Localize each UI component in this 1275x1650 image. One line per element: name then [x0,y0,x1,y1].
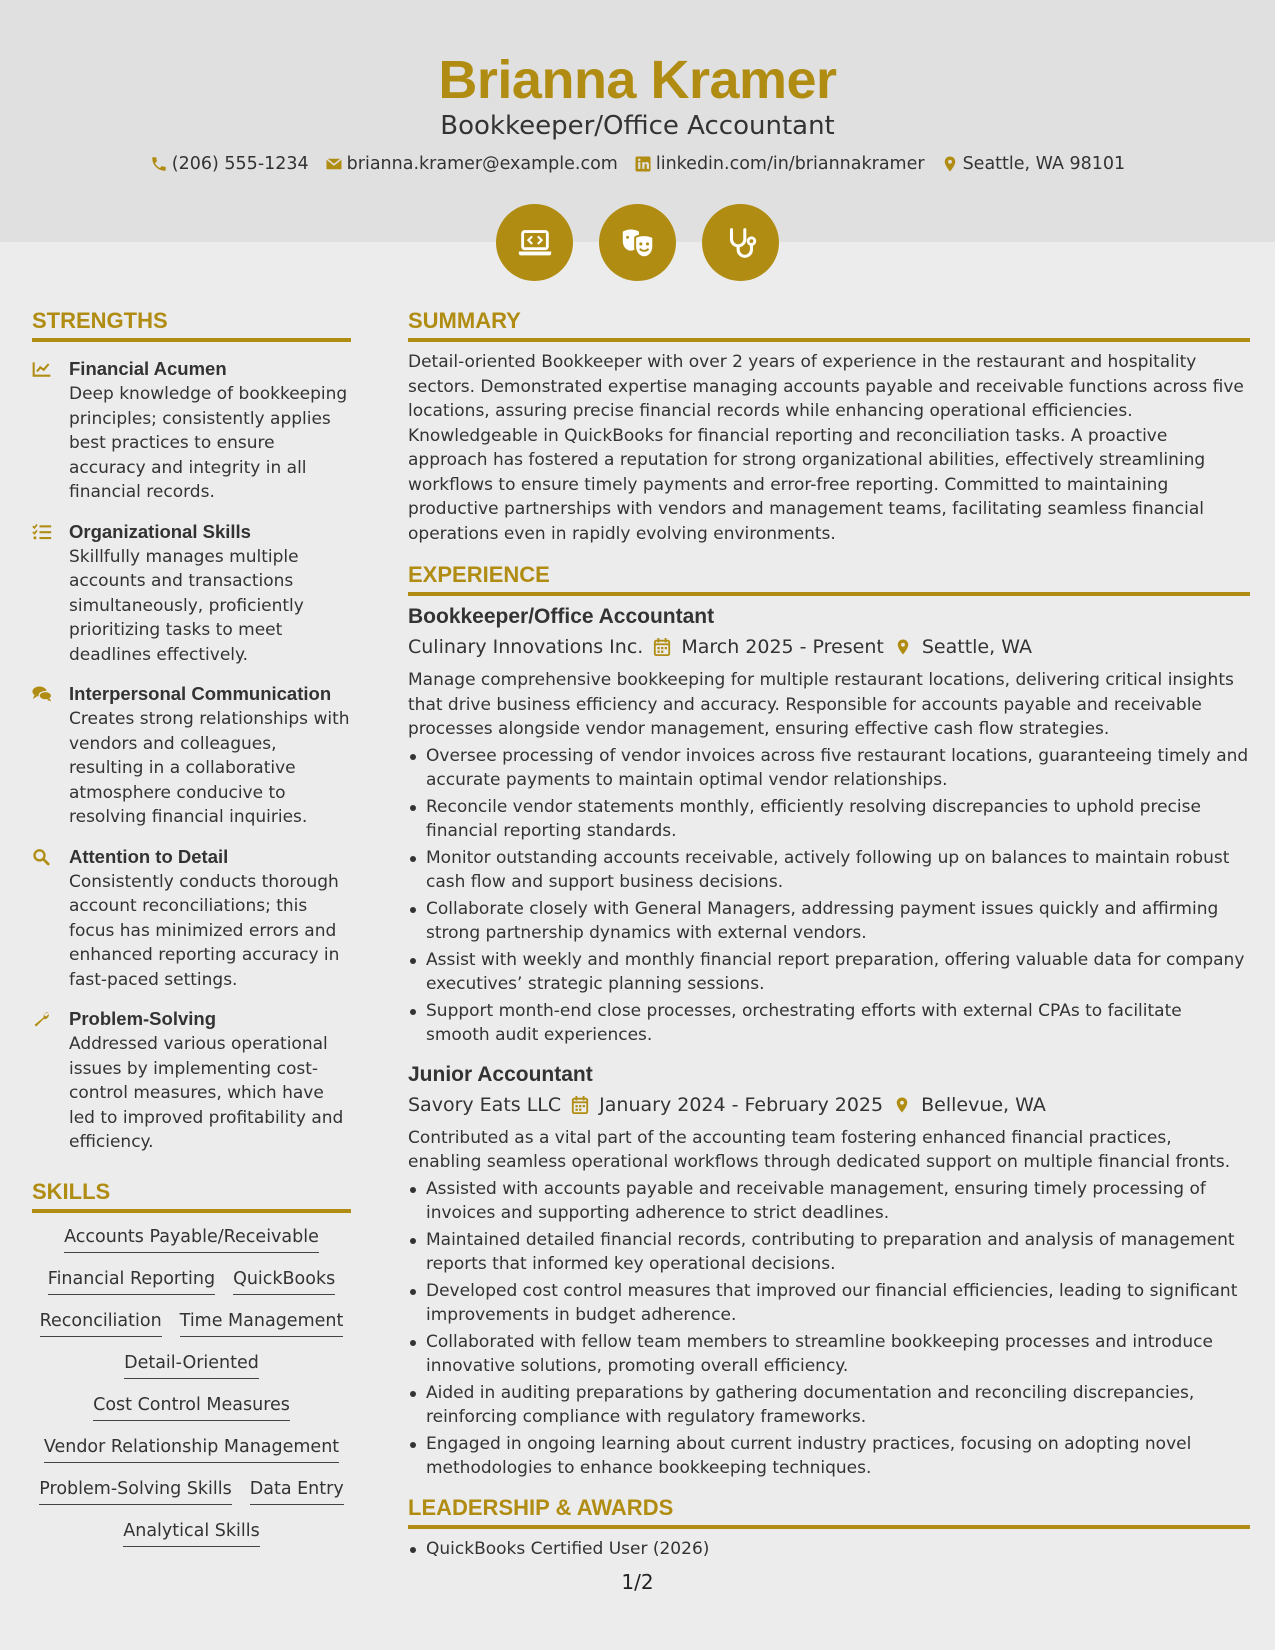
stethoscope-icon [722,224,760,262]
job-bullets [408,1177,1250,1481]
job-company: Savory Eats LLC [408,1093,562,1116]
skills-list [32,1225,351,1547]
skill-tag: Reconciliation [40,1309,162,1337]
skill-tag: Vendor Relationship Management [44,1435,339,1463]
job-dates: January 2024 - February 2025 [599,1093,884,1116]
chart-line-icon [32,360,52,378]
badge-masks [599,204,676,281]
list-item: Oversee processing of vendor invoices across five restaurant locations, guaranteeing timely and accurate payments to maintain optimal vendor relationships. [408,744,1250,793]
strength-desc: Deep knowledge of bookkeeping principles; consistently applies best practices to ensure accuracy and integrity in all financial records. [69,384,348,502]
list-item: Assist with weekly and monthly financial report preparation, offering valuable data for company executives’ strategic planning sessions. [408,948,1250,997]
list-item: Developed cost control measures that improved our financial efficiencies, leading to significant improvements in budget adherence. [408,1279,1250,1328]
skill-tag: Detail-Oriented [124,1351,259,1379]
skill-tag: Cost Control Measures [93,1393,290,1421]
left-column [32,306,351,1561]
contact-phone [150,152,309,176]
job-desc: Contributed as a vital part of the accounting team fostering enhanced financial practices, enabling seamless operational workflows through dedicated support on multiple financial fronts. [408,1127,1231,1172]
email-text[interactable]: brianna.kramer@example.com [346,154,618,174]
skill-tag: Accounts Payable/Receivable [64,1225,319,1253]
list-item: Monitor outstanding accounts receivable, actively following up on balances to maintain robust cash flow and support business decisions. [408,846,1250,895]
job-meta [408,1090,1250,1120]
phone-icon [150,155,168,173]
summary-heading: SUMMARY [408,306,1250,342]
linkedin-text[interactable]: linkedin.com/in/briannakramer [655,154,925,174]
strength-desc: Skillfully manages multiple accounts and transactions simultaneously, proficiently prioritizing tasks to meet deadlines effectively. [69,546,304,665]
skill-tag: QuickBooks [233,1267,335,1295]
strength-item [32,681,351,830]
strength-item [32,519,351,668]
strengths-heading: STRENGTHS [32,306,351,342]
strength-title: Organizational Skills [69,520,251,542]
skill-tag: Financial Reporting [48,1267,215,1295]
strength-desc: Creates strong relationships with vendors and colleagues, resulting in a collaborative atmosphere conducive to resolving financial inquiries. [69,709,350,827]
job-dates: March 2025 - Present [681,636,884,658]
job-location: Bellevue, WA [921,1093,1046,1116]
calendar-icon [571,1095,589,1115]
job-title: Bookkeeper/Office Accountant [408,605,715,628]
contact-email [325,152,618,176]
skill-tag: Data Entry [250,1477,344,1505]
list-item: Aided in auditing preparations by gathering documentation and reconciling discrepancies, reinforcing compliance with regulatory frameworks. [408,1381,1250,1430]
strength-title: Problem-Solving [69,1008,216,1029]
list-item: Reconcile vendor statements monthly, efficiently resolving discrepancies to uphold precise financial reporting standards. [408,795,1250,844]
linkedin-icon [634,155,652,173]
list-item: QuickBooks Certified User (2026) [408,1537,1250,1562]
job-desc: Manage comprehensive bookkeeping for multiple restaurant locations, delivering critical insights that drive business efficiency and accuracy. Responsible for accounts payable and receivable processes alongside vendor management, ensuring effective cash flow strategies. [408,670,1234,739]
strength-title: Financial Acumen [69,358,227,379]
location-icon [893,1095,911,1115]
email-icon [325,155,343,173]
list-item: Maintained detailed financial records, contributing to preparation and analysis of management reports that informed key operational decisions. [408,1228,1250,1277]
strength-item [32,844,351,993]
job-location: Seattle, WA [921,636,1032,658]
list-item: Engaged in ongoing learning about current industry practices, focusing on adopting novel methodologies to enhance bookkeeping techniques. [408,1432,1250,1481]
list-item: Assisted with accounts payable and receivable management, ensuring timely processing of invoices and supporting adherence to strict deadlines. [408,1177,1250,1226]
theater-masks-icon [619,224,657,262]
wrench-icon [32,1010,52,1028]
phone-text: (206) 555-1234 [171,154,309,174]
list-item: Collaborate closely with General Managers, addressing payment issues quickly and affirming strong partnership dynamics with external vendors. [408,897,1250,946]
job-company: Culinary Innovations Inc. [408,636,644,658]
job-entry [408,602,1250,1048]
laptop-code-icon [516,224,554,262]
location-icon [941,155,959,173]
job-entry [408,1060,1250,1481]
list-check-icon [32,523,52,541]
page-number: 1/2 [621,1570,654,1594]
skills-heading: SKILLS [32,1177,351,1213]
skill-tag: Analytical Skills [123,1519,259,1547]
job-title: Junior Accountant [408,1062,593,1086]
candidate-name: Brianna Kramer [438,50,837,110]
strength-desc: Addressed various operational issues by implementing cost-control measures, which have led to improved profitability and efficiency. [69,1034,344,1152]
skill-tag: Problem-Solving Skills [39,1477,231,1505]
contact-location [941,152,1126,176]
location-text: Seattle, WA 98101 [962,154,1126,174]
strength-item [32,356,351,505]
strength-title: Attention to Detail [69,845,229,867]
leadership-list [408,1537,1250,1562]
job-meta [408,632,1250,662]
strength-title: Interpersonal Communication [69,683,332,704]
location-icon [894,637,912,657]
list-item: Collaborated with fellow team members to streamline bookkeeping processes and introduce innovative solutions, promoting overall efficiency. [408,1330,1250,1379]
contact-bar [0,152,1275,176]
right-column [408,306,1250,1563]
summary-text: Detail-oriented Bookkeeper with over 2 years of experience in the restaurant and hospitality sectors. Demonstrated expertise managing accounts payable and receivable functions across five locations, assuring precise financial records while enhancing operational efficiencies. Knowledgeable in QuickBooks for financial reporting and reconciliation tasks. A proactive approach has fostered a reputation for strong organizational abilities, effectively streamlining workflows to ensure timely payments and error-free reporting. Committed to maintaining productive partnerships with vendors and management teams, facilitating seamless financial operations even in rapidly evolving environments. [408,352,1244,544]
job-bullets [408,744,1250,1048]
calendar-icon [653,637,671,657]
search-icon [32,848,52,866]
strength-desc: Consistently conducts thorough account reconciliations; this focus has minimized errors and enhanced reporting accuracy in fast-paced settings. [69,871,340,990]
badge-laptop [496,204,573,281]
interest-badges [0,204,1275,281]
strength-item [32,1006,351,1155]
comments-icon [32,685,52,703]
experience-heading: EXPERIENCE [408,560,1250,596]
list-item: Support month-end close processes, orchestrating efforts with external CPAs to facilitate smooth audit experiences. [408,999,1250,1048]
contact-linkedin [634,152,925,176]
leadership-heading: LEADERSHIP & AWARDS [408,1493,1250,1529]
skill-tag: Time Management [180,1309,344,1337]
candidate-title: Bookkeeper/Office Accountant [440,111,835,141]
badge-stethoscope [702,204,779,281]
